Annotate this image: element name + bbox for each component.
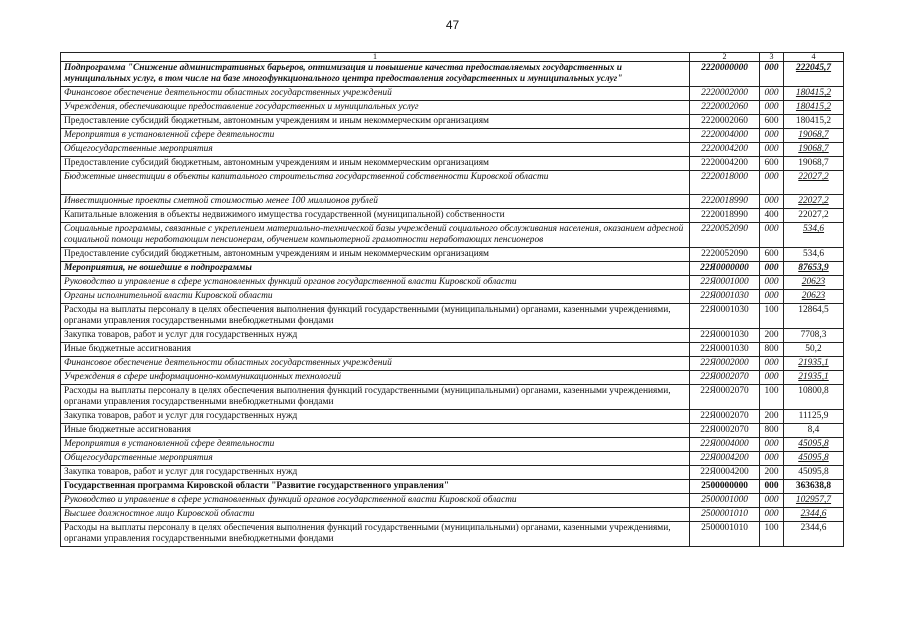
row-name-cell: Расходы на выплаты персоналу в целях обеспечения выполнения функций государственными (муниципальными) органами, казенными учреждениями, органами управления государственными внебюджетными фондами [61,304,690,329]
row-amount-cell: 180415,2 [784,87,844,101]
row-code-cell: 2220004200 [690,143,760,157]
table-header-row [61,53,844,62]
table-row [61,101,844,115]
row-code-cell: 22Я0001030 [690,329,760,343]
row-name-cell: Капитальные вложения в объекты недвижимого имущества государственной (муниципальной) собственности [61,209,690,223]
page-number: 47 [445,18,460,32]
row-amount-cell: 11125,9 [784,410,844,424]
row-name-cell: Государственная программа Кировской области "Развитие государственного управления" [61,480,690,494]
row-name-cell: Расходы на выплаты персоналу в целях обеспечения выполнения функций государственными (муниципальными) органами, казенными учреждениями, органами управления государственными внебюджетными фондами [61,522,690,547]
row-amount-cell: 222045,7 [784,62,844,87]
row-name-cell: Органы исполнительной власти Кировской области [61,290,690,304]
row-name-cell: Общегосударственные мероприятия [61,452,690,466]
row-code-cell: 22Я0001030 [690,304,760,329]
row-amount-cell: 534,6 [784,223,844,248]
row-type-cell: 000 [760,438,784,452]
row-code-cell: 2220018990 [690,209,760,223]
row-amount-cell: 534,6 [784,248,844,262]
row-code-cell: 2220018000 [690,171,760,195]
row-code-cell: 2500000000 [690,480,760,494]
row-type-cell: 000 [760,171,784,195]
row-code-cell: 2220002060 [690,101,760,115]
row-type-cell: 400 [760,209,784,223]
row-name-cell: Закупка товаров, работ и услуг для государственных нужд [61,466,690,480]
table-row [61,480,844,494]
row-amount-cell: 2344,6 [784,508,844,522]
row-amount-cell: 19068,7 [784,143,844,157]
row-code-cell: 2220018990 [690,195,760,209]
row-code-cell: 2220004000 [690,129,760,143]
row-name-cell: Бюджетные инвестиции в объекты капитального строительства государственной собственности Кировской области [61,171,690,195]
row-code-cell: 22Я0001030 [690,343,760,357]
table-row [61,87,844,101]
table-row [61,143,844,157]
row-name-cell: Инвестиционные проекты сметной стоимостью менее 100 миллионов рублей [61,195,690,209]
header-cell-name: 1 [61,53,690,62]
row-name-cell: Предоставление субсидий бюджетным, автономным учреждениям и иным некоммерческим организациям [61,115,690,129]
row-code-cell: 2220000000 [690,62,760,87]
row-type-cell: 100 [760,522,784,547]
row-code-cell: 22Я0004200 [690,452,760,466]
row-code-cell: 22Я0002070 [690,371,760,385]
row-name-cell: Мероприятия, не вошедшие в подпрограммы [61,262,690,276]
row-amount-cell: 19068,7 [784,157,844,171]
row-type-cell: 000 [760,290,784,304]
table-row [61,276,844,290]
header-cell-code: 2 [690,53,760,62]
row-code-cell: 22Я0002070 [690,424,760,438]
row-type-cell: 000 [760,87,784,101]
table-row [61,248,844,262]
row-type-cell: 600 [760,115,784,129]
row-code-cell: 22Я0002070 [690,385,760,410]
row-type-cell: 000 [760,101,784,115]
row-amount-cell: 87653,9 [784,262,844,276]
row-name-cell: Предоставление субсидий бюджетным, автономным учреждениям и иным некоммерческим организациям [61,157,690,171]
header-cell-type: 3 [760,53,784,62]
row-type-cell: 000 [760,452,784,466]
table-row [61,329,844,343]
row-type-cell: 000 [760,508,784,522]
row-type-cell: 600 [760,248,784,262]
row-name-cell: Руководство и управление в сфере установленных функций органов государственной власти Кировской области [61,276,690,290]
row-amount-cell: 102957,7 [784,494,844,508]
row-code-cell: 2220052090 [690,248,760,262]
row-type-cell: 200 [760,329,784,343]
row-amount-cell: 10800,8 [784,385,844,410]
row-amount-cell: 363638,8 [784,480,844,494]
row-amount-cell: 50,2 [784,343,844,357]
table-row [61,195,844,209]
row-type-cell: 000 [760,195,784,209]
row-code-cell: 2220052090 [690,223,760,248]
budget-table [60,52,844,547]
row-amount-cell: 21935,1 [784,371,844,385]
row-name-cell: Учреждения, обеспечивающие предоставление государственных и муниципальных услуг [61,101,690,115]
row-type-cell: 000 [760,371,784,385]
row-amount-cell: 20623 [784,290,844,304]
row-code-cell: 22Я0002070 [690,410,760,424]
row-code-cell: 2220002000 [690,87,760,101]
table-row [61,424,844,438]
row-amount-cell: 12864,5 [784,304,844,329]
row-code-cell: 22Я0001000 [690,276,760,290]
row-name-cell: Закупка товаров, работ и услуг для государственных нужд [61,329,690,343]
row-type-cell: 000 [760,62,784,87]
row-name-cell: Финансовое обеспечение деятельности областных государственных учреждений [61,87,690,101]
row-type-cell: 000 [760,143,784,157]
row-amount-cell: 45095,8 [784,452,844,466]
row-type-cell: 000 [760,494,784,508]
row-amount-cell: 180415,2 [784,101,844,115]
row-type-cell: 200 [760,466,784,480]
row-name-cell: Общегосударственные мероприятия [61,143,690,157]
row-name-cell: Иные бюджетные ассигнования [61,343,690,357]
table-row [61,262,844,276]
row-amount-cell: 180415,2 [784,115,844,129]
row-name-cell: Предоставление субсидий бюджетным, автономным учреждениям и иным некоммерческим организациям [61,248,690,262]
row-type-cell: 800 [760,343,784,357]
table-row [61,129,844,143]
row-amount-cell: 45095,8 [784,466,844,480]
table-row [61,522,844,547]
row-type-cell: 600 [760,157,784,171]
row-type-cell: 800 [760,424,784,438]
table-row [61,304,844,329]
table-row [61,385,844,410]
row-type-cell: 200 [760,410,784,424]
row-amount-cell: 45095,8 [784,438,844,452]
row-code-cell: 22Я0000000 [690,262,760,276]
row-code-cell: 2220004200 [690,157,760,171]
row-name-cell: Финансовое обеспечение деятельности областных государственных учреждений [61,357,690,371]
row-amount-cell: 7708,3 [784,329,844,343]
row-type-cell: 000 [760,129,784,143]
row-type-cell: 000 [760,276,784,290]
row-name-cell: Мероприятия в установленной сфере деятельности [61,129,690,143]
row-code-cell: 2500001010 [690,522,760,547]
row-type-cell: 100 [760,385,784,410]
row-type-cell: 000 [760,262,784,276]
table-row [61,410,844,424]
row-amount-cell: 21935,1 [784,357,844,371]
table-row [61,452,844,466]
table-row [61,343,844,357]
row-code-cell: 2500001000 [690,494,760,508]
row-amount-cell: 19068,7 [784,129,844,143]
row-type-cell: 000 [760,223,784,248]
row-code-cell: 22Я0001030 [690,290,760,304]
header-cell-amount: 4 [784,53,844,62]
table-row [61,466,844,480]
table-row [61,209,844,223]
table-row [61,157,844,171]
row-code-cell: 22Я0004000 [690,438,760,452]
row-code-cell: 22Я0002000 [690,357,760,371]
table-row [61,494,844,508]
table-row [61,357,844,371]
table-row [61,438,844,452]
row-code-cell: 2500001010 [690,508,760,522]
row-code-cell: 2220002060 [690,115,760,129]
row-name-cell: Социальные программы, связанные с укреплением материально-технической базы учреждений социального обслуживания населения, оказанием адресной социальной помощи неработающим пенсионерам, обучением компьютерной грамотности неработающих пенсионеров [61,223,690,248]
row-name-cell: Руководство и управление в сфере установленных функций органов государственной власти Кировской области [61,494,690,508]
row-name-cell: Закупка товаров, работ и услуг для государственных нужд [61,410,690,424]
table-row [61,62,844,87]
table-row [61,115,844,129]
row-name-cell: Учреждения в сфере информационно-коммуникационных технологий [61,371,690,385]
row-amount-cell: 2344,6 [784,522,844,547]
row-type-cell: 000 [760,357,784,371]
row-name-cell: Мероприятия в установленной сфере деятельности [61,438,690,452]
row-name-cell: Иные бюджетные ассигнования [61,424,690,438]
row-type-cell: 100 [760,304,784,329]
table-row [61,171,844,195]
table-row [61,223,844,248]
table-row [61,290,844,304]
row-name-cell: Высшее должностное лицо Кировской области [61,508,690,522]
row-amount-cell: 22027,2 [784,195,844,209]
table-row [61,371,844,385]
row-type-cell: 000 [760,480,784,494]
row-amount-cell: 22027,2 [784,209,844,223]
row-name-cell: Расходы на выплаты персоналу в целях обеспечения выполнения функций государственными (муниципальными) органами, казенными учреждениями, органами управления государственными внебюджетными фондами [61,385,690,410]
row-amount-cell: 20623 [784,276,844,290]
table-row [61,508,844,522]
row-code-cell: 22Я0004200 [690,466,760,480]
row-amount-cell: 22027,2 [784,171,844,195]
row-name-cell: Подпрограмма "Снижение административных барьеров, оптимизация и повышение качества предоставляемых государственных и муниципальных услуг, в том числе на базе многофункционального центра предоставления государственных и муниципальных услуг" [61,62,690,87]
row-amount-cell: 8,4 [784,424,844,438]
